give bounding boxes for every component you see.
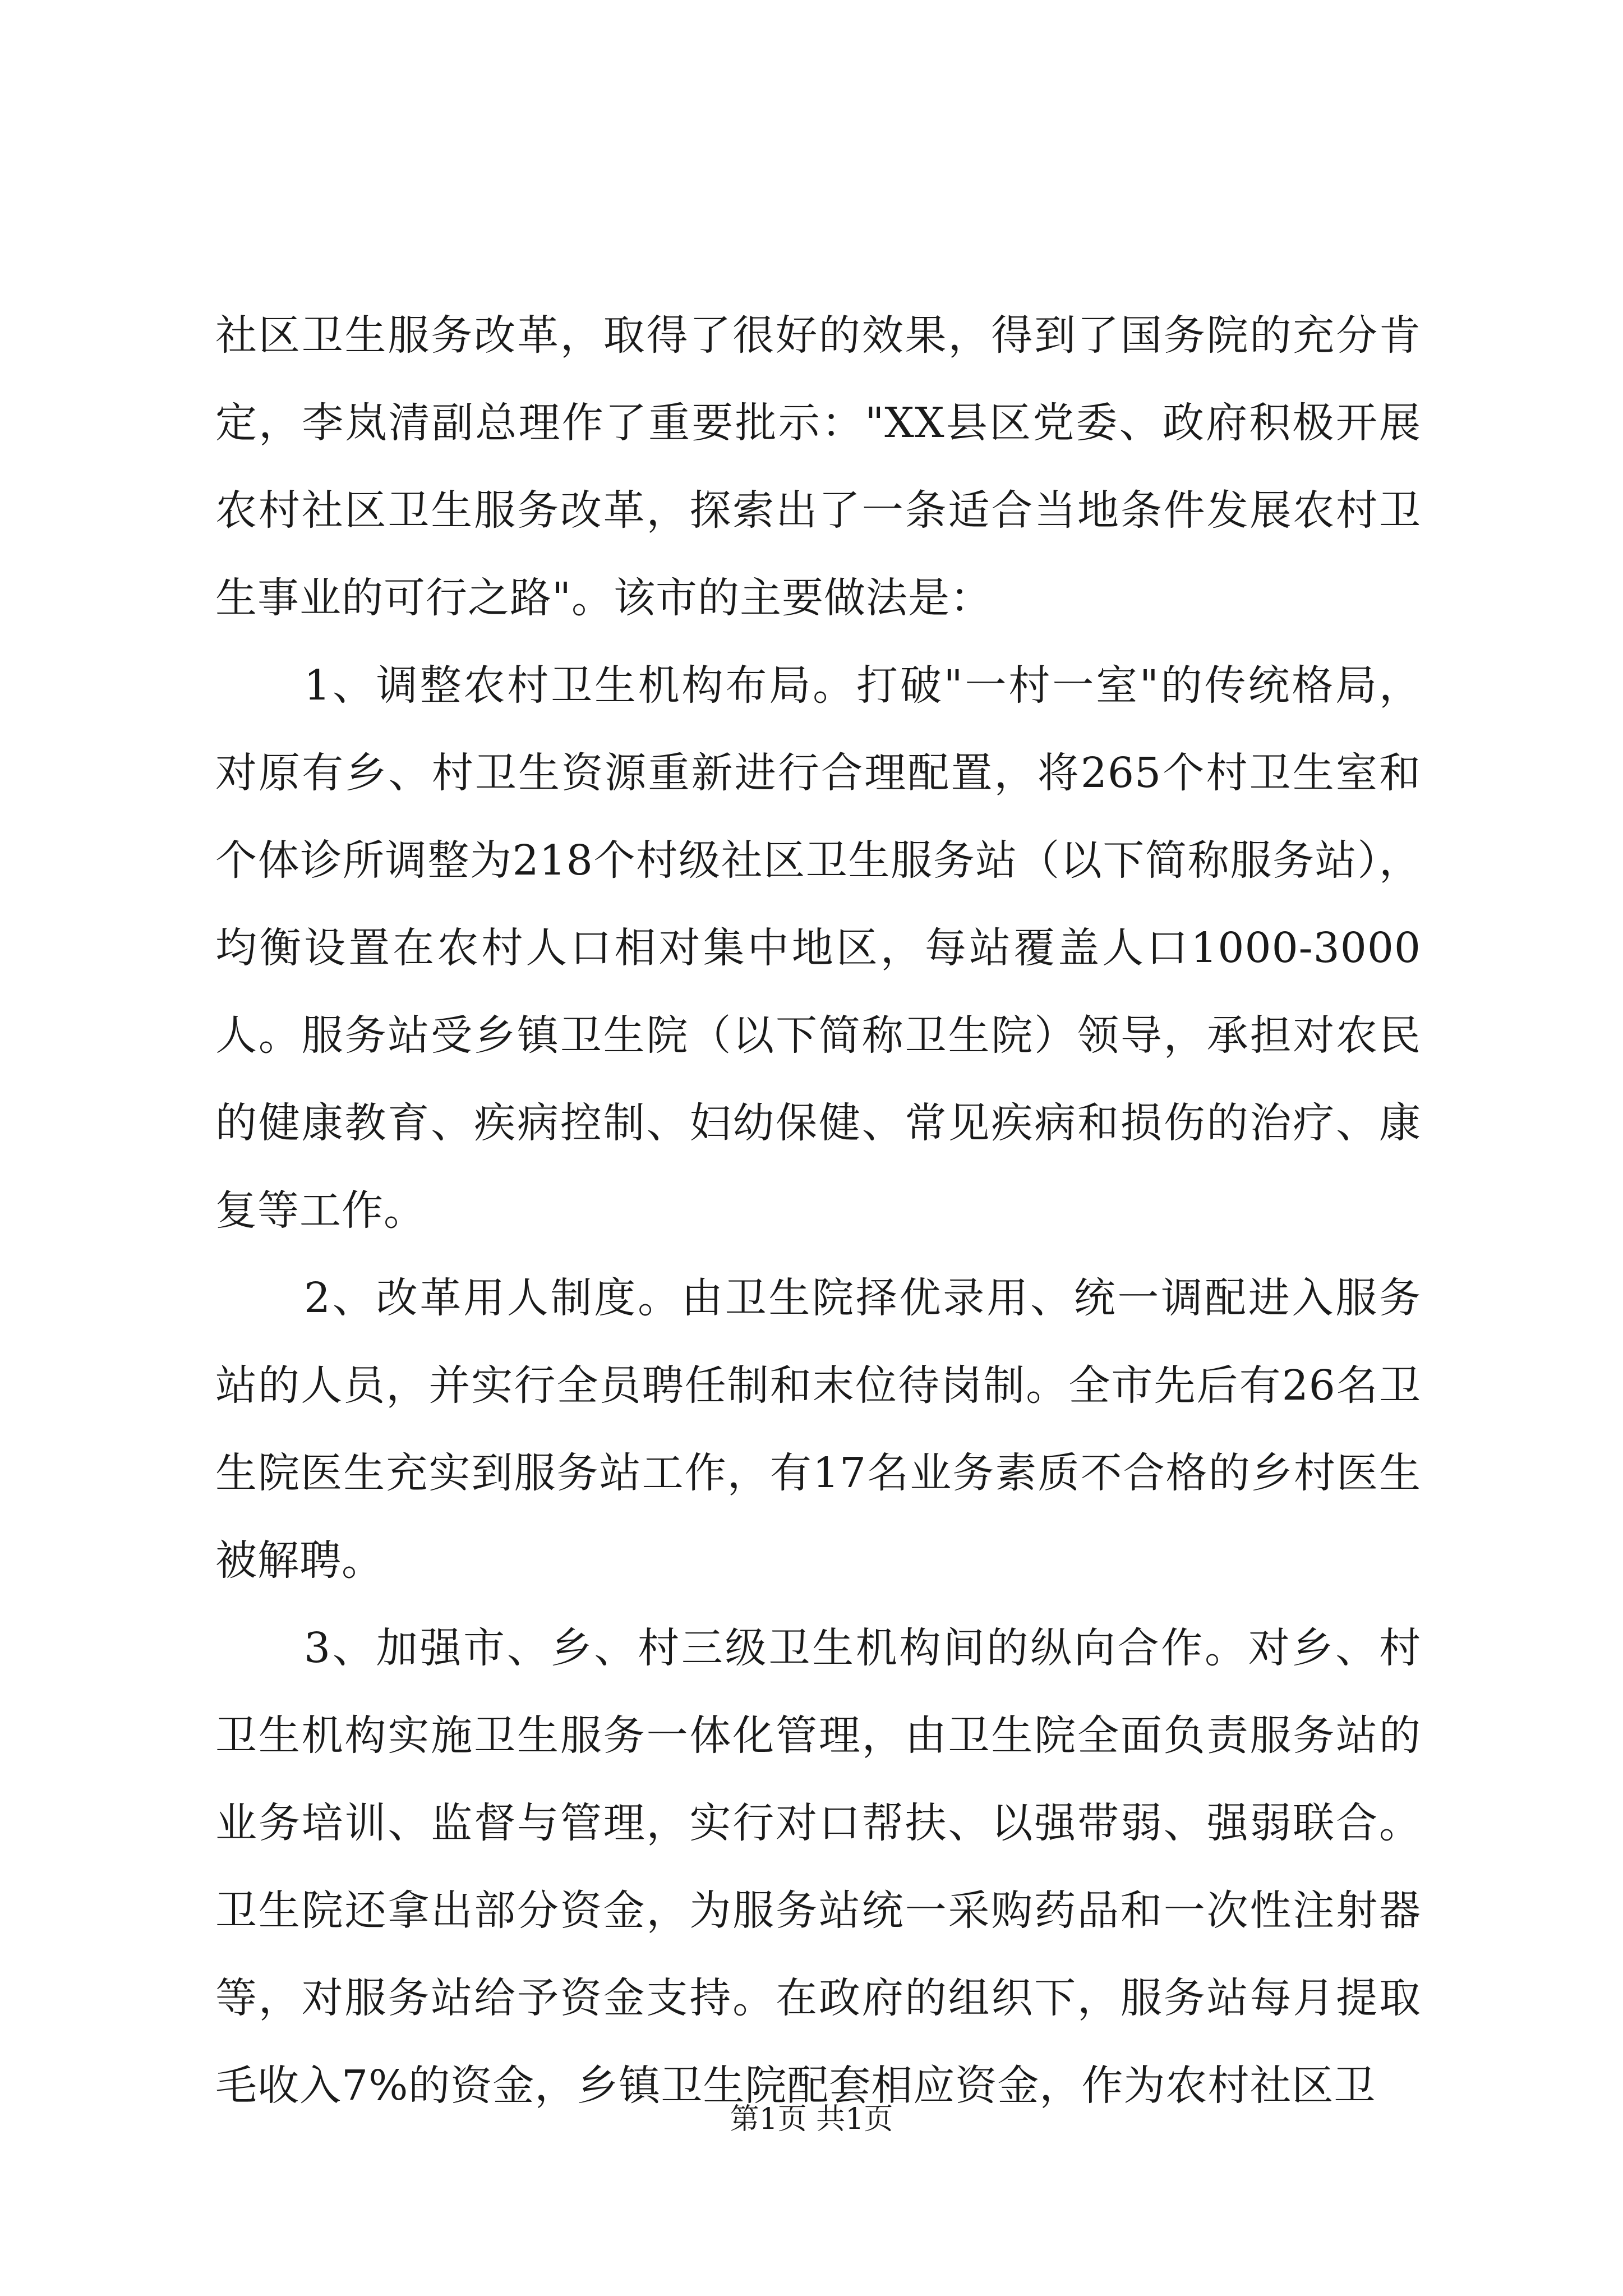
paragraph-intro: 社区卫生服务改革，取得了很好的效果，得到了国务院的充分肯定，李岚清副总理作了重要批示："XX县区党委、政府积极开展农村社区卫生服务改革，探索出了一条适合当地条件发展农村卫生事业的可行之路"。该市的主要做法是： [215,311,1421,622]
paragraph-item-1: 1、调整农村卫生机构布局。打破"一村一室"的传统格局，对原有乡、村卫生资源重新进行合理配置，将265个村卫生室和个体诊所调整为218个村级社区卫生服务站（以下简称服务站），均衡设置在农村人口相对集中地区，每站覆盖人口1000-3000人。服务站受乡镇卫生院（以下简称卫生院）领导，承担对农民的健康教育、疾病控制、妇幼保健、常见疾病和损伤的治疗、康复等工作。 [215,661,1421,1235]
paragraph-item-3: 3、加强市、乡、村三级卫生机构间的纵向合作。对乡、村卫生机构实施卫生服务一体化管理，由卫生院全面负责服务站的业务培训、监督与管理，实行对口帮扶、以强带弱、强弱联合。卫生院还拿出部分资金，为服务站统一采购药品和一次性注射器等，对服务站给予资金支持。在政府的组织下，服务站每月提取毛收入7%的资金，乡镇卫生院配套相应资金，作为农村社区卫 [215,1624,1421,2110]
paragraph-item-2: 2、改革用人制度。由卫生院择优录用、统一调配进入服务站的人员，并实行全员聘任制和末位待岗制。全市先后有26名卫生院医生充实到服务站工作，有17名业务素质不合格的乡村医生被解聘。 [215,1274,1421,1585]
document-body [215,292,1421,2129]
page-footer: 第1页 共1页 [730,2102,893,2136]
